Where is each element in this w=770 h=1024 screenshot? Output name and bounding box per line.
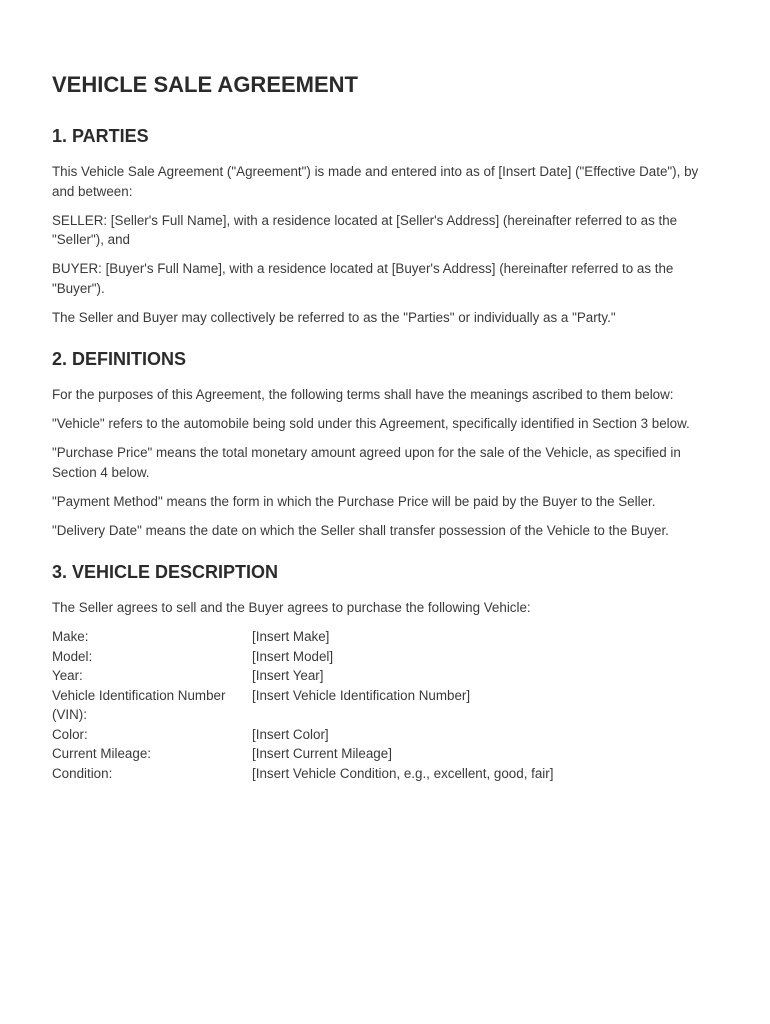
section-definitions [52,347,720,540]
spec-label: Current Mileage: [52,746,151,761]
paragraph: SELLER: [Seller's Full Name], with a residence located at [Seller's Address] (hereinafter referred to as the "Seller"), and [52,212,678,247]
spec-value: [Insert Make] [252,629,330,644]
spec-row-vin [52,686,712,725]
spec-label: Make: [52,629,89,644]
spec-row-condition [52,764,712,784]
spec-label: Vehicle Identification Number (VIN): [52,687,226,722]
spec-label: Year: [52,668,83,683]
document-title: VEHICLE SALE AGREEMENT [52,72,358,97]
section-heading: 1. PARTIES [52,126,149,146]
spec-row-year [52,666,712,686]
spec-value: [Insert Vehicle Identification Number] [252,687,471,703]
spec-value: [Insert Vehicle Condition, e.g., excellent, good, fair] [252,765,554,781]
spec-value: [Insert Color] [252,726,329,742]
section-heading: 2. DEFINITIONS [52,349,187,369]
paragraph: The Seller agrees to sell and the Buyer agrees to purchase the following Vehicle: [52,600,531,615]
paragraph: "Purchase Price" means the total monetary amount agreed upon for the sale of the Vehicle, as specified in Section 4 below. [52,445,681,480]
spec-label: Color: [52,726,88,742]
section-vehicle-description [52,560,720,783]
spec-value: [Insert Model] [252,648,334,664]
paragraph: "Payment Method" means the form in which the Purchase Price will be paid by the Buyer to the Seller. [52,493,656,509]
spec-label: Model: [52,648,93,664]
spec-row-model [52,647,712,667]
paragraph: BUYER: [Buyer's Full Name], with a residence located at [Buyer's Address] (hereinafter referred to as the "Buyer"). [52,261,674,296]
spec-value: [Insert Year] [252,668,324,683]
spec-label: Condition: [52,765,113,781]
paragraph: "Vehicle" refers to the automobile being sold under this Agreement, specifically identified in Section 3 below. [52,416,690,431]
paragraph: The Seller and Buyer may collectively be referred to as the "Parties" or individually as a "Party." [52,309,616,325]
paragraph: This Vehicle Sale Agreement ("Agreement") is made and entered into as of [Insert Date] ("Effective Date"), by and between: [52,164,699,199]
section-heading: 3. VEHICLE DESCRIPTION [52,562,279,582]
spec-row-color [52,725,712,745]
spec-value: [Insert Current Mileage] [252,746,392,761]
spec-row-mileage [52,744,712,764]
section-parties [52,124,720,327]
paragraph: For the purposes of this Agreement, the following terms shall have the meanings ascribed to them below: [52,387,674,402]
spec-row-make [52,627,712,647]
paragraph: "Delivery Date" means the date on which the Seller shall transfer possession of the Vehicle to the Buyer. [52,522,669,538]
vehicle-spec-table [52,627,712,783]
